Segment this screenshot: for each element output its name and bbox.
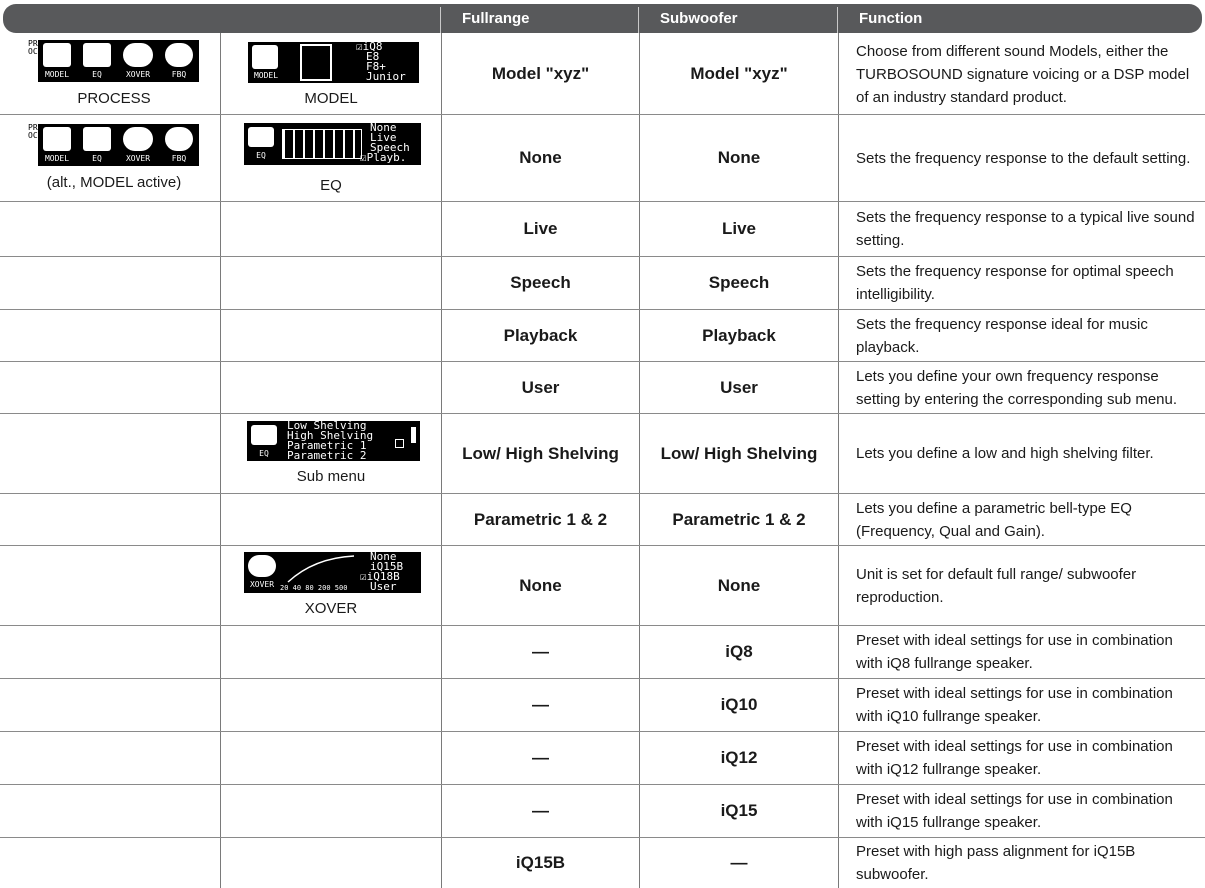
process-button-eq: EQ <box>92 70 102 79</box>
header-subwoofer: Subwoofer <box>660 10 738 27</box>
model-caption: MODEL <box>304 90 358 107</box>
submenu-lcd <box>247 421 420 461</box>
cell-subwoofer: — <box>730 853 748 872</box>
xover-caption: XOVER <box>304 600 358 617</box>
cell-function: Choose from different sound Models, either the TURBOSOUND signature voicing or a DSP model of an industry standard product. <box>856 42 1190 106</box>
cell-function: Preset with high pass alignment for iQ15B subwoofer. <box>856 843 1136 883</box>
eq-bars-icon <box>251 425 277 445</box>
eq-bars-icon <box>248 127 274 147</box>
eq-lcd <box>244 123 421 165</box>
speaker-cabinet-icon <box>300 44 332 81</box>
process-button-eq: EQ <box>92 154 102 163</box>
cell-function: Preset with ideal settings for use in combination with iQ15 fullrange speaker. <box>856 791 1173 831</box>
cell-function: Sets the frequency response to the default setting. <box>856 149 1191 167</box>
eq-option: None <box>370 123 397 134</box>
process-side-label: PROC <box>28 39 38 56</box>
eq-option: Live <box>370 131 397 144</box>
xover-lcd <box>244 552 421 593</box>
cell-fullrange: Speech <box>510 273 571 292</box>
scrollbar-icon <box>411 427 416 443</box>
cell-fullrange: — <box>532 748 549 767</box>
eq-tab-label: EQ <box>256 151 266 160</box>
xover-curve-icon <box>248 555 276 577</box>
process-button-xover: XOVER <box>125 70 151 79</box>
header-fullrange: Fullrange <box>462 10 530 27</box>
model-option: F8+ <box>366 60 386 73</box>
cell-fullrange: None <box>519 148 562 167</box>
model-option: Junior <box>366 70 406 83</box>
process-button-model: MODEL <box>44 154 70 163</box>
cell-fullrange: iQ15B <box>515 853 566 872</box>
model-lcd <box>248 42 419 83</box>
model-option: ☑iQ8 <box>356 42 383 53</box>
cell-fullrange: Playback <box>503 325 578 345</box>
fbq-notch-icon <box>165 43 193 67</box>
eq-band-sliders <box>282 129 362 159</box>
cell-subwoofer: Speech <box>708 273 770 292</box>
header-function: Function <box>859 10 923 27</box>
xover-tab-label: XOVER <box>249 580 275 589</box>
checkbox-icon <box>395 439 404 448</box>
cell-subwoofer: iQ12 <box>720 748 758 767</box>
xover-option: ☑iQ18B <box>360 570 400 583</box>
xover-freq-axis: 20 40 80 200 500 <box>280 584 348 592</box>
submenu-option: Low Shelving <box>287 421 367 432</box>
cell-fullrange: Model "xyz" <box>491 64 590 83</box>
xover-option: iQ15B <box>370 560 404 573</box>
cell-subwoofer: None <box>717 575 761 595</box>
cell-subwoofer: Live <box>721 219 757 238</box>
submenu-option: Parametric 2 <box>287 449 367 461</box>
model-speaker-icon <box>252 45 278 69</box>
eq-caption: EQ <box>320 177 342 194</box>
cell-subwoofer: iQ8 <box>725 642 753 661</box>
process-button-xover: XOVER <box>125 154 151 163</box>
process-button-fbq: FBQ <box>171 70 187 79</box>
cell-fullrange: Parametric 1 & 2 <box>473 509 608 529</box>
model-speaker-icon <box>43 127 71 151</box>
process-button-fbq: FBQ <box>171 154 187 163</box>
column-divider <box>220 33 221 888</box>
cell-fullrange: — <box>532 642 549 661</box>
cell-fullrange: None <box>519 575 562 595</box>
cell-fullrange: Live <box>523 219 558 238</box>
cell-function: Sets the frequency response to a typical live sound setting. <box>856 209 1195 249</box>
submenu-tab-label: EQ <box>259 449 269 458</box>
cell-function: Lets you define your own frequency response setting by entering the corresponding sub menu. <box>856 367 1178 408</box>
eq-bars-icon <box>83 43 111 67</box>
cell-fullrange: — <box>532 801 549 820</box>
process-alt-caption: (alt., MODEL active) <box>46 174 182 191</box>
cell-function: Preset with ideal settings for use in combination with iQ10 fullrange speaker. <box>856 685 1173 725</box>
cell-function: Sets the frequency response for optimal speech intelligibility. <box>856 263 1174 303</box>
cell-subwoofer: iQ15 <box>720 801 758 820</box>
model-tab-label: MODEL <box>253 71 279 80</box>
process-button-model: MODEL <box>44 70 70 79</box>
fbq-notch-icon <box>165 127 193 151</box>
cell-subwoofer: Playback <box>702 325 776 345</box>
cell-function: Sets the frequency response ideal for music playback. <box>856 315 1148 356</box>
cell-subwoofer: User <box>720 377 758 397</box>
cell-function: Preset with ideal settings for use in combination with iQ8 fullrange speaker. <box>856 632 1173 672</box>
cell-fullrange: User <box>521 377 560 397</box>
cell-fullrange: Low/ High Shelving <box>462 443 619 463</box>
xover-curve-icon <box>123 127 153 151</box>
eq-option: Speech <box>370 141 410 154</box>
cell-subwoofer: None <box>717 148 761 167</box>
eq-bars-icon <box>83 127 111 151</box>
process-lcd <box>38 40 199 82</box>
model-option: E8 <box>366 50 380 63</box>
cell-function: Lets you define a parametric bell-type EQ (Frequency, Qual and Gain). <box>856 499 1132 540</box>
table-header <box>3 4 1202 33</box>
submenu-option: Parametric 1 <box>287 439 367 452</box>
cell-function: Unit is set for default full range/ subwoofer reproduction. <box>856 565 1137 606</box>
cell-subwoofer: Low/ High Shelving <box>660 443 818 463</box>
eq-option: ☑Playb. <box>360 151 407 164</box>
cell-subwoofer: iQ10 <box>720 695 758 714</box>
cell-fullrange: — <box>532 695 549 714</box>
xover-curve-icon <box>123 43 153 67</box>
process-caption: PROCESS <box>77 90 151 107</box>
model-speaker-icon <box>43 43 71 67</box>
process-alt-lcd <box>38 124 199 166</box>
cell-function: Lets you define a low and high shelving filter. <box>856 445 1154 462</box>
xover-option: User <box>370 580 397 593</box>
submenu-option: High Shelving <box>287 429 374 442</box>
cell-function: Preset with ideal settings for use in combination with iQ12 fullrange speaker. <box>856 738 1173 778</box>
submenu-caption: Sub menu <box>296 468 366 485</box>
cell-subwoofer: Parametric 1 & 2 <box>672 509 806 529</box>
process-side-label: PROC <box>28 123 38 140</box>
cell-subwoofer: Model "xyz" <box>690 64 788 83</box>
xover-curve-graph <box>284 554 356 584</box>
xover-option: None <box>370 552 397 563</box>
